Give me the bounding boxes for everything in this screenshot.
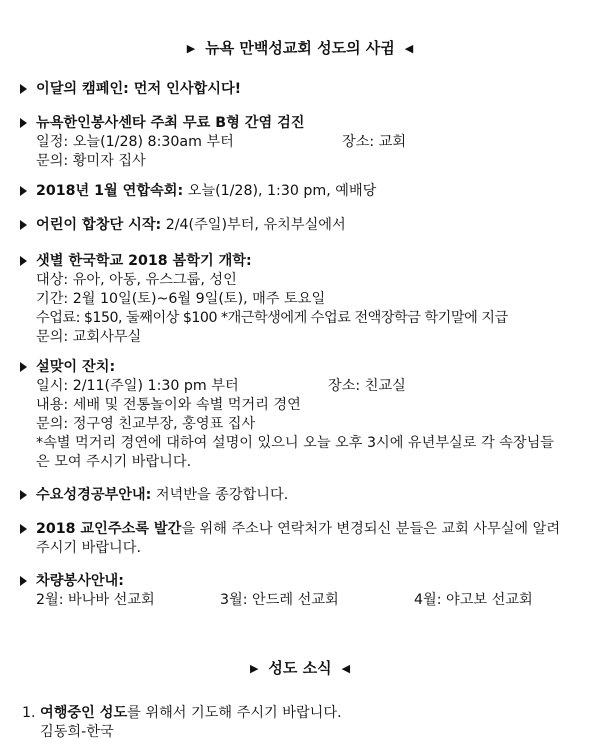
triangle-left-icon: ◀ xyxy=(341,662,351,675)
announcement-new-year-party xyxy=(20,358,580,472)
announcement-title: 2018년 1월 연합속회: xyxy=(36,183,184,199)
schedule-text: 일정: 오늘(1/28) 8:30am 부터 xyxy=(36,134,234,150)
location-text: 장소: 교회 xyxy=(342,134,407,150)
bullet-icon xyxy=(20,84,27,94)
note-text: *속별 먹거리 경연에 대하여 설명이 있으니 오늘 오후 3시에 유년부실로 각 속장님들은 모여 주시기 바랍니다. xyxy=(36,435,554,470)
bullet-icon xyxy=(20,186,27,196)
triangle-left-icon: ◀ xyxy=(404,42,414,55)
contact-text: 문의: 교회사무실 xyxy=(36,329,142,345)
announcement-title: 설맞이 잔치: xyxy=(36,359,116,375)
news-title: 여행중인 성도 xyxy=(40,705,128,721)
section-title: 성도 소식 xyxy=(268,659,332,677)
announcement-korean-school xyxy=(20,252,580,347)
announcement-detail: 저녁반을 종강합니다. xyxy=(151,487,289,503)
announcement-detail: 을 위해 주소나 연락처가 변경되신 분들은 교회 사무실에 알려 주시기 바랍니다. xyxy=(36,521,561,556)
bullet-icon xyxy=(20,220,27,230)
schedule-text: 일시: 2/11(주일) 1:30 pm 부터 xyxy=(36,378,239,394)
triangle-right-icon: ▶ xyxy=(186,42,196,55)
announcement-title: 샛별 한국학교 2018 봄학기 개학: xyxy=(36,253,252,269)
period-text: 기간: 2월 10일(토)~6월 9일(토), 매주 토요일 xyxy=(36,291,326,307)
target-text: 대상: 유아, 아동, 유스그룹, 성인 xyxy=(36,272,237,288)
bullet-icon xyxy=(20,362,27,372)
bullet-icon xyxy=(20,524,27,534)
contact-text: 문의: 정구영 친교부장, 홍영표 집사 xyxy=(36,416,256,432)
bullet-icon xyxy=(20,576,27,586)
vehicle-month-apr: 4월: 야고보 선교회 xyxy=(414,592,533,608)
location-text: 장소: 친교실 xyxy=(328,378,406,394)
announcement-title: 차량봉사안내: xyxy=(36,573,124,589)
announcement-title: 2018 교인주소록 발간 xyxy=(36,521,182,537)
triangle-right-icon: ▶ xyxy=(249,662,259,675)
vehicle-month-feb: 2월: 바나바 선교회 xyxy=(36,592,155,608)
contact-text: 문의: 황미자 집사 xyxy=(36,153,146,169)
announcement-title: 수요성경공부안내: xyxy=(36,487,152,503)
announcement-directory xyxy=(20,520,580,558)
announcement-title: 어린이 합창단 시작: xyxy=(36,217,162,233)
list-number: 1. xyxy=(22,705,36,721)
announcement-detail: 2/4(주일)부터, 유치부실에서 xyxy=(161,217,346,233)
news-person: 김동희-한국 xyxy=(40,724,114,740)
announcement-campaign xyxy=(20,80,580,99)
vehicle-month-mar: 3월: 안드레 선교회 xyxy=(220,592,339,608)
announcement-detail: 오늘(1/28), 1:30 pm, 예배당 xyxy=(183,183,377,199)
news-detail: 를 위해서 기도해 주시기 바랍니다. xyxy=(127,705,342,721)
announcement-title: 뉴욕한인봉사센타 주최 무료 B형 간염 검진 xyxy=(36,115,305,131)
announcement-title: 이달의 캠페인: 먼저 인사합시다! xyxy=(36,81,242,97)
member-news-item xyxy=(22,704,582,742)
tuition-text: 수업료: $150, 둘째이상 $100 *개근학생에게 수업료 전액장학금 학기말에 지급 xyxy=(36,310,508,326)
bullet-icon xyxy=(20,256,27,266)
bullet-icon xyxy=(20,490,27,500)
announcement-vehicle-service xyxy=(20,572,580,610)
announcement-bible-study xyxy=(20,486,580,505)
section-header-member-news xyxy=(0,658,600,680)
bullet-icon xyxy=(20,118,27,128)
content-text: 내용: 세배 및 전통놀이와 속별 먹거리 경연 xyxy=(36,397,301,413)
announcement-children-choir xyxy=(20,216,580,235)
section-header-fellowship xyxy=(0,38,600,60)
section-title: 뉴욕 만백성교회 성도의 사귐 xyxy=(205,39,395,57)
announcement-joint-meeting xyxy=(20,182,580,201)
announcement-hepatitis-screening xyxy=(20,114,580,171)
